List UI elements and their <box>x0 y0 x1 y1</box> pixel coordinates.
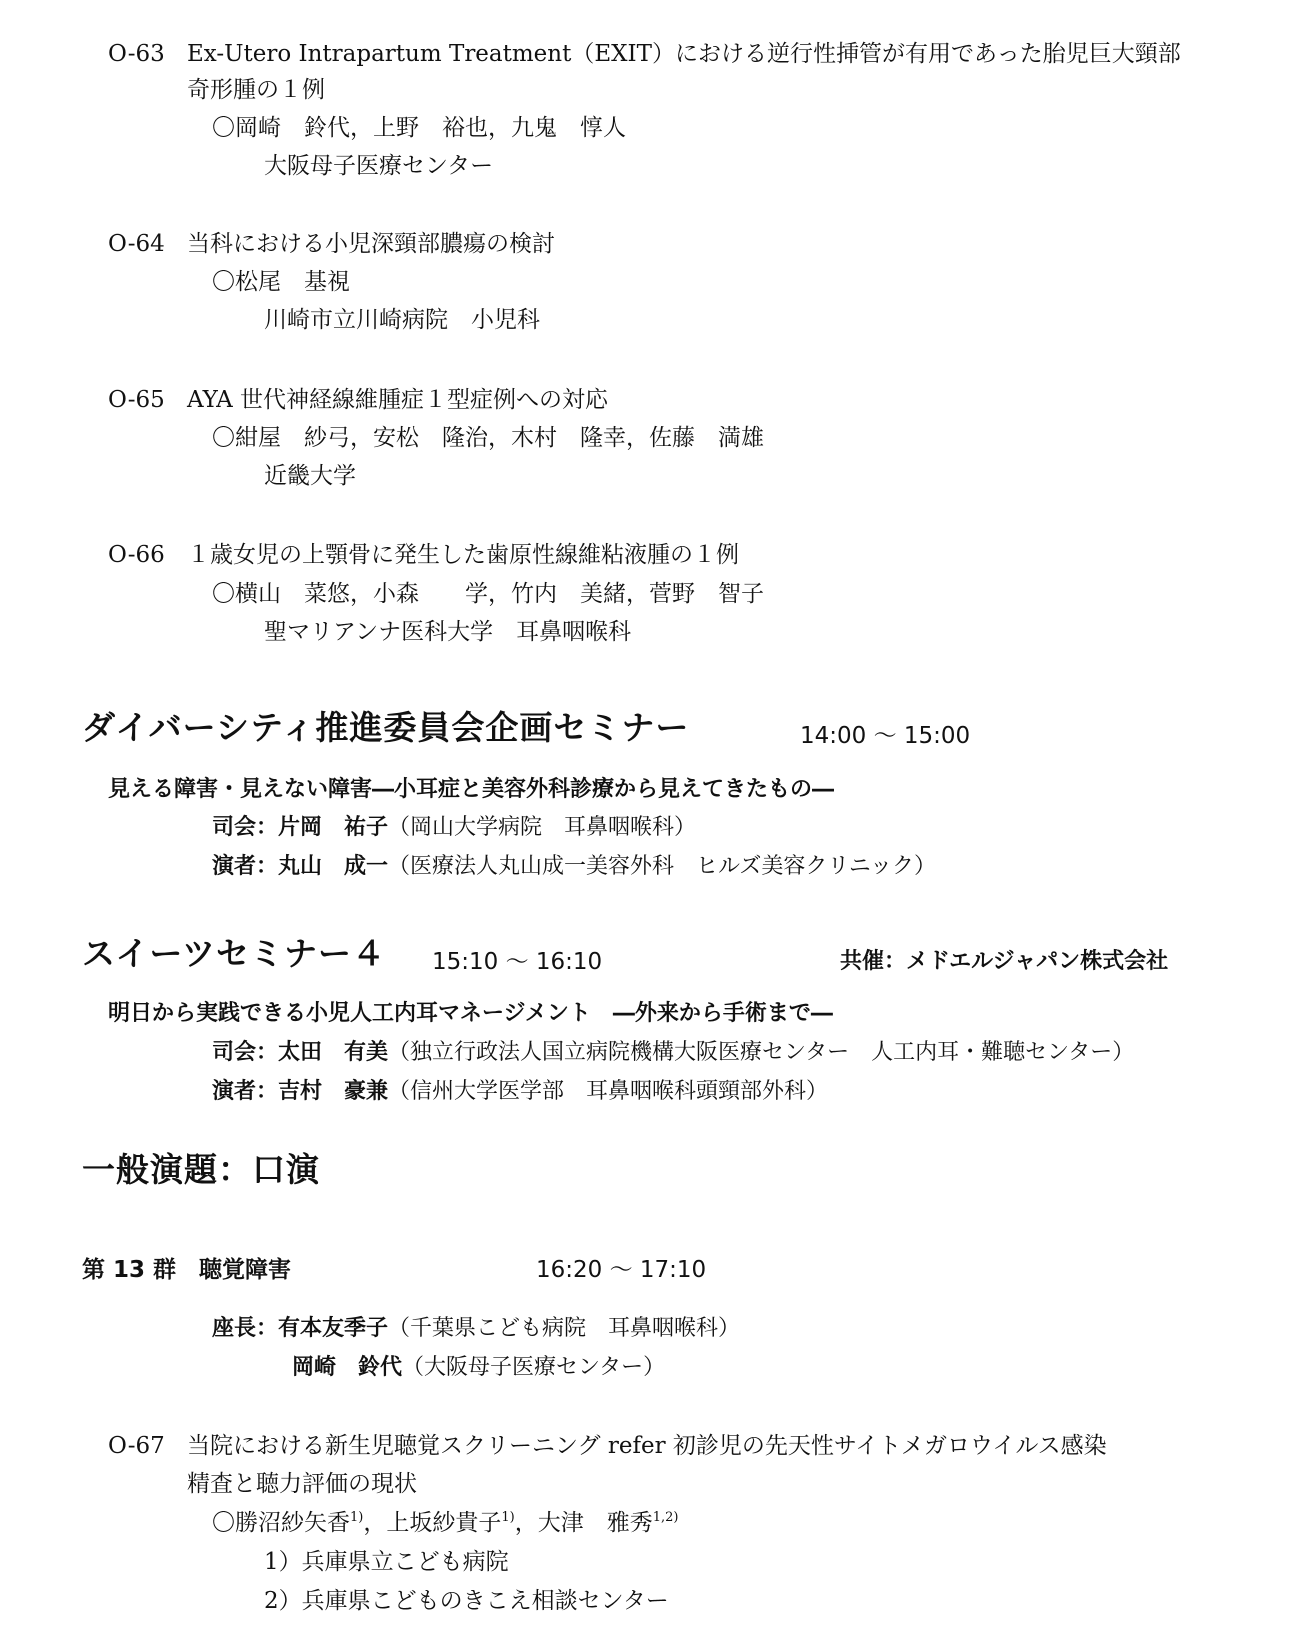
chair-affiliation: （大阪母子医療センター） <box>402 1355 666 1380</box>
abstract-number: O-64 <box>108 231 165 257</box>
abstract-number: O-63 <box>108 41 165 67</box>
abstract-title-cont: 精査と聴力評価の現状 <box>187 1471 417 1497</box>
speaker-line <box>212 853 936 881</box>
chair-line <box>212 1315 740 1343</box>
chair-label: 座長：有本友季子 <box>212 1316 389 1341</box>
abstract-title: １歳女児の上顎骨に発生した歯原性線維粘液腫の１例 <box>187 542 739 568</box>
chair-affiliation: （独立行政法人国立病院機構大阪医療センター 人工内耳・難聴センター） <box>388 1040 1135 1065</box>
abstract-title: 当科における小児深頸部膿瘍の検討 <box>187 231 555 257</box>
abstract-number: O-66 <box>108 542 165 568</box>
session-time: 14:00 ～ 15:00 <box>800 723 971 749</box>
chair-label: 岡崎 鈴代 <box>292 1355 403 1380</box>
abstract-affiliation: 近畿大学 <box>264 463 356 489</box>
seminar-subtitle: 見える障害・見えない障害―小耳症と美容外科診療から見えてきたもの― <box>108 777 835 802</box>
abstract-number: O-65 <box>108 387 165 413</box>
abstract-affiliation: 1）兵庫県立こども病院 <box>264 1549 509 1575</box>
speaker-affiliation: （信州大学医学部 耳鼻咽喉科頭頸部外科） <box>388 1079 829 1104</box>
author-name: 上坂紗貴子 <box>386 1510 502 1536</box>
speaker-affiliation: （医療法人丸山成一美容外科 ヒルズ美容クリニック） <box>388 854 937 879</box>
author-name: 〇勝沼紗矢香 <box>212 1510 350 1536</box>
session-time: 15:10 ～ 16:10 <box>432 949 603 975</box>
chair-line-2 <box>292 1354 665 1382</box>
abstract-affiliation: 川崎市立川崎病院 小児科 <box>264 307 540 333</box>
section-heading: ダイバーシティ推進委員会企画セミナー <box>82 708 690 747</box>
abstract-title: 当院における新生児聴覚スクリーニング refer 初診児の先天性サイトメガロウイルス感染 <box>187 1433 1107 1459</box>
sponsor: 共催：メドエルジャパン株式会社 <box>840 949 1169 974</box>
abstract-number: O-67 <box>108 1433 165 1459</box>
author-affil-mark: 1) <box>350 1510 364 1525</box>
chair-line <box>212 1039 1134 1067</box>
abstract-affiliation: 聖マリアンナ医科大学 耳鼻咽喉科 <box>264 619 632 645</box>
author-affil-mark: 1,2) <box>652 1510 679 1525</box>
group-label: 第 13 群 聴覚障害 <box>82 1257 292 1283</box>
author-affil-mark: 1) <box>501 1510 515 1525</box>
author-separator: ， <box>514 1510 538 1536</box>
abstract-authors: 〇横山 菜悠，小森 学，竹内 美緒，菅野 智子 <box>212 581 764 607</box>
abstract-title: AYA 世代神経線維腫症１型症例への対応 <box>187 387 608 413</box>
chair-line <box>212 814 696 842</box>
speaker-label: 演者：丸山 成一 <box>212 854 389 879</box>
abstract-authors: 〇岡崎 鈴代，上野 裕也，九鬼 惇人 <box>212 115 626 141</box>
chair-affiliation: （岡山大学病院 耳鼻咽喉科） <box>388 815 697 840</box>
chair-label: 司会：太田 有美 <box>212 1040 389 1065</box>
abstract-title-cont: 奇形腫の１例 <box>187 77 325 103</box>
section-heading: スイーツセミナー４ <box>82 934 387 973</box>
oral-heading: 一般演題：口演 <box>82 1150 320 1189</box>
chair-affiliation: （千葉県こども病院 耳鼻咽喉科） <box>388 1316 741 1341</box>
abstract-title: Ex-Utero Intrapartum Treatment（EXIT）における逆行性挿管が有用であった胎児巨大頸部 <box>187 41 1181 67</box>
session-time: 16:20 ～ 17:10 <box>536 1257 707 1283</box>
author-separator: ， <box>363 1510 387 1536</box>
chair-label: 司会：片岡 祐子 <box>212 815 389 840</box>
abstract-authors: 〇松尾 基視 <box>212 269 350 295</box>
speaker-label: 演者：吉村 豪兼 <box>212 1079 389 1104</box>
speaker-line <box>212 1078 828 1106</box>
author-name: 大津 雅秀 <box>537 1510 653 1536</box>
abstract-authors: 〇紺屋 紗弓，安松 隆治，木村 隆幸，佐藤 満雄 <box>212 425 764 451</box>
seminar-subtitle: 明日から実践できる小児人工内耳マネージメント ―外来から手術まで― <box>108 1001 833 1026</box>
abstract-authors <box>212 1509 678 1537</box>
abstract-affiliation: 大阪母子医療センター <box>264 153 494 179</box>
abstract-affiliation: 2）兵庫県こどものきこえ相談センター <box>264 1588 669 1614</box>
